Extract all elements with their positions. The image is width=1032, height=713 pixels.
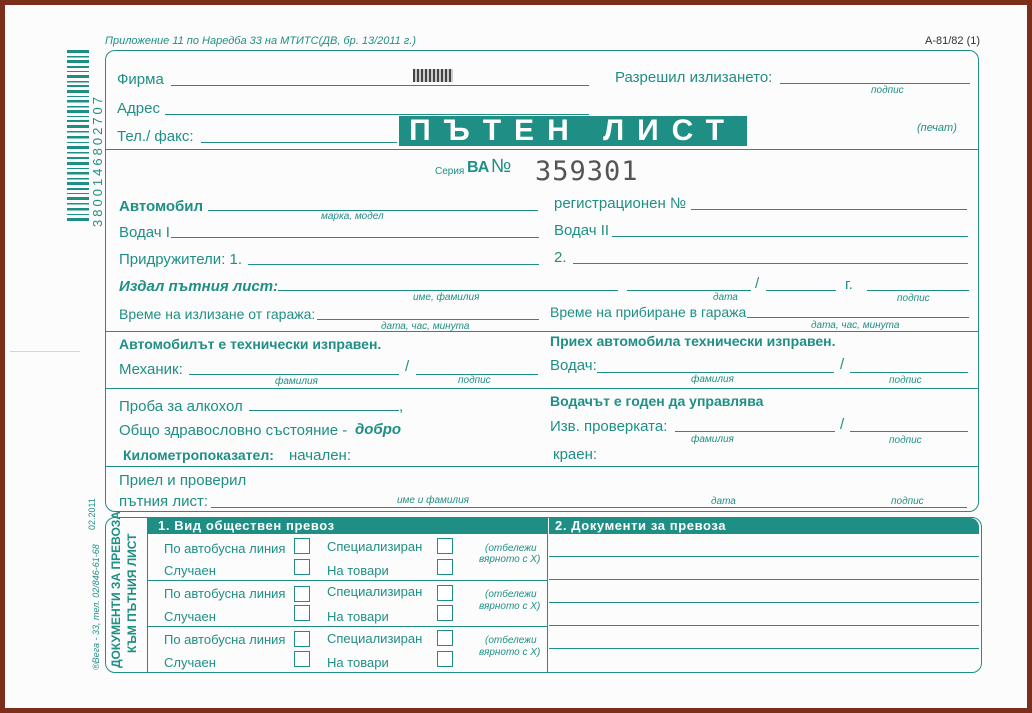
row3-bus-checkbox[interactable] xyxy=(294,631,310,647)
redacted-stamp xyxy=(413,69,453,82)
row3-special-label: Специализиран xyxy=(327,631,423,646)
alcohol-comma: , xyxy=(399,398,404,415)
row1-occasional-checkbox[interactable] xyxy=(294,559,310,575)
row2-bus-label: По автобусна линия xyxy=(164,586,286,601)
alcohol-field[interactable] xyxy=(249,410,399,411)
row3-goods-label: На товари xyxy=(327,655,389,670)
section1-header: 1. Вид обществен превоз xyxy=(148,518,547,534)
companion2-label: 2. xyxy=(554,249,567,266)
doc-line[interactable] xyxy=(549,625,979,626)
doc-line[interactable] xyxy=(549,602,979,603)
doc-line[interactable] xyxy=(549,648,979,649)
check-sign-caption: подпис xyxy=(889,435,922,446)
technical-ok-label: Автомобилът е технически изправен. xyxy=(119,336,382,352)
row1-note1: (отбележи xyxy=(485,543,537,554)
stamp-caption: (печат) xyxy=(917,122,957,134)
check-name-caption: фамилия xyxy=(691,434,734,445)
make-caption: марка, модел xyxy=(321,211,384,222)
accepted-line1: Приел и проверил xyxy=(119,472,247,489)
section2-header: 2. Документи за превоза xyxy=(549,518,979,534)
mechanic-label: Механик: xyxy=(119,361,183,378)
odometer-end-label: краен: xyxy=(553,446,598,463)
accepted-sign-caption: подпис xyxy=(891,496,924,507)
issued-name-caption: име, фамилия xyxy=(413,292,480,303)
return-label: Време на прибиране в гаража xyxy=(550,304,747,320)
row1-goods-checkbox[interactable] xyxy=(437,559,453,575)
row3-note1: (отбележи xyxy=(485,635,537,646)
doc-line[interactable] xyxy=(549,579,979,580)
row3-goods-checkbox[interactable] xyxy=(437,651,453,667)
printer-text: ®Вега - 33, тел. 02/846-61-68 xyxy=(91,544,101,670)
serial-number: 359301 xyxy=(535,156,639,187)
divider xyxy=(105,149,978,150)
row1-bus-checkbox[interactable] xyxy=(294,538,310,554)
row2-special-label: Специализиран xyxy=(327,584,423,599)
accepted-name-caption: име и фамилия xyxy=(397,495,469,506)
issued-label: Издал пътния лист: xyxy=(119,278,279,295)
issued-date-field[interactable] xyxy=(627,290,751,291)
row1-special-checkbox[interactable] xyxy=(437,538,453,554)
mechanic-slash: / xyxy=(405,358,410,375)
driver2-field[interactable] xyxy=(612,236,968,237)
car-label: Автомобил xyxy=(119,198,204,215)
row2-bus-checkbox[interactable] xyxy=(294,586,310,602)
issued-name-field[interactable] xyxy=(278,290,618,291)
issued-year-field[interactable] xyxy=(766,290,836,291)
check-slash: / xyxy=(840,416,845,433)
accepted-line2: пътния лист: xyxy=(119,493,208,510)
tech-driver-sign-field[interactable] xyxy=(850,372,968,373)
row2-note2: вярното с Х) xyxy=(479,601,541,612)
firm-field[interactable] xyxy=(171,85,589,86)
mechanic-name-caption: фамилия xyxy=(275,376,318,387)
row2-special-checkbox[interactable] xyxy=(437,585,453,601)
mechanic-name-field[interactable] xyxy=(189,374,399,375)
row2-goods-checkbox[interactable] xyxy=(437,605,453,621)
accepted-date-caption: дата xyxy=(711,496,736,507)
row2-goods-label: На товари xyxy=(327,609,389,624)
tech-driver-slash: / xyxy=(840,356,845,373)
issued-slash: / xyxy=(755,275,760,292)
driver1-field[interactable] xyxy=(171,237,539,238)
version-text: 02.2011 xyxy=(87,498,97,530)
row3-bus-label: По автобусна линия xyxy=(164,632,286,647)
address-label: Адрес xyxy=(117,100,160,117)
check-name-field[interactable] xyxy=(675,431,835,432)
legal-reference: Приложение 11 по Наредба 33 на МТИТС(ДВ, бр. 13/2011 г.) xyxy=(105,35,416,47)
exit-label: Време на излизане от гаража: xyxy=(119,306,316,322)
check-label: Изв. проверката: xyxy=(550,418,668,435)
row2-occasional-checkbox[interactable] xyxy=(294,605,310,621)
row-divider xyxy=(148,626,547,627)
row1-note2: вярното с Х) xyxy=(479,554,541,565)
series-value: ВА xyxy=(467,159,490,176)
doc-line[interactable] xyxy=(549,556,979,557)
firm-label: Фирма xyxy=(117,71,164,88)
barcode-digits: 3800146802707 xyxy=(90,94,105,227)
issued-sign-field[interactable] xyxy=(867,290,969,291)
tech-driver-label: Водач: xyxy=(550,357,597,374)
docs-side-title-2: КЪМ ПЪТНИЯ ЛИСТ xyxy=(125,533,139,653)
reg-label: регистрационен № xyxy=(554,195,687,212)
permitted-field[interactable] xyxy=(780,83,970,84)
health-state-value: добро xyxy=(355,421,402,438)
technical-received-label: Приех автомобила технически изправен. xyxy=(550,333,836,349)
driver1-label: Водач I xyxy=(119,224,170,241)
companion1-field[interactable] xyxy=(248,264,539,265)
divider xyxy=(105,466,978,467)
tech-driver-name-field[interactable] xyxy=(597,372,834,373)
section-divider xyxy=(547,517,548,673)
row-divider xyxy=(148,580,547,581)
odometer-start-label: начален: xyxy=(289,447,351,464)
issued-sign-caption: подпис xyxy=(897,293,930,304)
row1-bus-label: По автобусна линия xyxy=(164,541,286,556)
issued-date-caption: дата xyxy=(713,292,738,303)
year-label: г. xyxy=(845,276,853,293)
exit-field[interactable] xyxy=(317,319,539,320)
exit-caption: дата, час, минута xyxy=(381,321,470,332)
form-code: А-81/82 (1) xyxy=(925,35,981,47)
fit-label: Водачът е годен да управлява xyxy=(550,393,764,409)
tech-driver-caption: фамилия xyxy=(691,374,734,385)
row3-note2: вярното с Х) xyxy=(479,647,541,658)
docs-side-title-1: ДОКУМЕНТИ ЗА ПРЕВОЗА xyxy=(109,511,123,668)
row3-occasional-checkbox[interactable] xyxy=(294,651,310,667)
row1-goods-label: На товари xyxy=(327,563,389,578)
row2-note1: (отбележи xyxy=(485,589,537,600)
check-sign-field[interactable] xyxy=(850,431,968,432)
row2-occasional-label: Случаен xyxy=(164,609,216,624)
mechanic-sign-caption: подпис xyxy=(458,375,491,386)
permitted-sign-caption: подпис xyxy=(871,85,904,96)
accepted-field[interactable] xyxy=(211,507,967,508)
divider xyxy=(105,388,978,389)
permitted-label: Разрешил излизането: xyxy=(615,69,773,86)
document-title: ПЪТЕН ЛИСТ xyxy=(399,116,747,146)
phone-label: Тел./ факс: xyxy=(117,128,194,145)
row1-occasional-label: Случаен xyxy=(164,563,216,578)
driver2-label: Водач II xyxy=(554,222,610,239)
series-label: Серия xyxy=(435,166,465,177)
tech-driver-sign-caption: подпис xyxy=(889,375,922,386)
barcode-icon xyxy=(67,50,89,222)
row3-occasional-label: Случаен xyxy=(164,655,216,670)
health-state-label: Общо здравословно състояние - xyxy=(119,422,348,439)
return-caption: дата, час, минута xyxy=(811,320,900,331)
reg-field[interactable] xyxy=(691,209,967,210)
companions-label: Придружители: 1. xyxy=(119,251,243,268)
return-field[interactable] xyxy=(747,317,969,318)
fold-mark xyxy=(10,351,80,352)
row3-special-checkbox[interactable] xyxy=(437,630,453,646)
phone-field[interactable] xyxy=(201,142,397,143)
alcohol-label: Проба за алкохол xyxy=(119,398,243,415)
odometer-label: Километропоказател: xyxy=(123,447,274,463)
number-sign: № xyxy=(491,156,512,177)
companion2-field[interactable] xyxy=(573,263,968,264)
row1-special-label: Специализиран xyxy=(327,539,423,554)
divider xyxy=(105,331,978,332)
